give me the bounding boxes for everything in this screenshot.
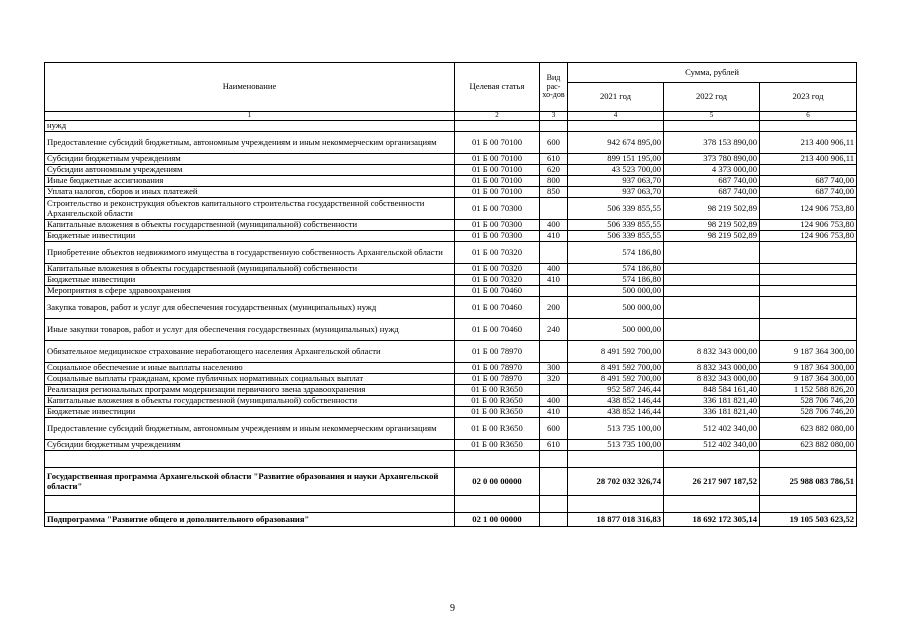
table-row	[45, 275, 857, 286]
row-2022: 373 780 890,00	[664, 154, 760, 165]
row-2021: 506 339 855,55	[568, 231, 664, 242]
row-code: 01 Б 00 70100	[455, 165, 540, 176]
row-2023: 687 740,00	[760, 176, 857, 187]
row-name: Субсидии автономным учреждениям	[45, 165, 455, 176]
row-vid: 610	[540, 440, 568, 451]
row-2023: 687 740,00	[760, 187, 857, 198]
subprogram-name: Подпрограмма "Развитие общего и дополнительного образования"	[45, 513, 455, 527]
row-vid: 320	[540, 374, 568, 385]
row-name: Капитальные вложения в объекты государственной (муниципальной) собственности	[45, 396, 455, 407]
row-2023: 213 400 906,11	[760, 132, 857, 154]
subprogram-row	[45, 513, 857, 527]
table-row	[45, 242, 857, 264]
row-code: 01 Б 00 70320	[455, 264, 540, 275]
program-2023: 25 988 083 786,51	[760, 468, 857, 496]
row-name: Капитальные вложения в объекты государственной (муниципальной) собственности	[45, 264, 455, 275]
row-2021: 952 587 246,44	[568, 385, 664, 396]
header-year-2023: 2023 год	[760, 83, 857, 112]
row-2023	[760, 319, 857, 341]
table-row	[45, 363, 857, 374]
program-vid	[540, 468, 568, 496]
row-name: Обязательное медицинское страхование неработающего населения Архангельской области	[45, 341, 455, 363]
row-2023	[760, 275, 857, 286]
table-row	[45, 121, 857, 132]
row-2022: 4 373 000,00	[664, 165, 760, 176]
row-2021: 937 063,70	[568, 187, 664, 198]
row-2023	[760, 297, 857, 319]
table-row	[45, 154, 857, 165]
row-name: Мероприятия в сфере здравоохранения	[45, 286, 455, 297]
header-index-2: 2	[455, 112, 540, 121]
row-code: 01 Б 00 R3650	[455, 418, 540, 440]
row-code: 01 Б 00 70320	[455, 242, 540, 264]
row-vid: 620	[540, 165, 568, 176]
row-vid: 850	[540, 187, 568, 198]
table-row	[45, 286, 857, 297]
row-2022: 98 219 502,89	[664, 198, 760, 220]
table-row	[45, 385, 857, 396]
header-index-4: 4	[568, 112, 664, 121]
row-2023: 623 882 080,00	[760, 418, 857, 440]
row-code: 01 Б 00 70100	[455, 187, 540, 198]
row-2021	[568, 121, 664, 132]
table-row	[45, 374, 857, 385]
row-2022	[664, 264, 760, 275]
row-2022: 512 402 340,00	[664, 440, 760, 451]
program-2022: 26 217 907 187,52	[664, 468, 760, 496]
row-2021: 506 339 855,55	[568, 198, 664, 220]
header-vid: Вид рас-хо-дов	[540, 63, 568, 112]
row-vid: 240	[540, 319, 568, 341]
row-2022	[664, 319, 760, 341]
row-2022: 8 832 343 000,00	[664, 363, 760, 374]
budget-table-body	[45, 121, 857, 451]
row-vid: 400	[540, 220, 568, 231]
row-2021: 513 735 100,00	[568, 418, 664, 440]
row-2021: 43 523 700,00	[568, 165, 664, 176]
row-name: Бюджетные инвестиции	[45, 407, 455, 418]
row-vid: 600	[540, 132, 568, 154]
row-2023: 213 400 906,11	[760, 154, 857, 165]
row-code: 01 Б 00 70320	[455, 275, 540, 286]
table-row	[45, 418, 857, 440]
row-name: Закупка товаров, работ и услуг для обеспечения государственных (муниципальных) нужд	[45, 297, 455, 319]
row-2021: 500 000,00	[568, 297, 664, 319]
row-code: 01 Б 00 70460	[455, 319, 540, 341]
header-name: Наименование	[45, 63, 455, 112]
row-vid	[540, 385, 568, 396]
table-row	[45, 407, 857, 418]
header-code: Целевая статья	[455, 63, 540, 112]
row-2023: 9 187 364 300,00	[760, 374, 857, 385]
table-row	[45, 187, 857, 198]
row-2023: 124 906 753,80	[760, 220, 857, 231]
row-2023: 9 187 364 300,00	[760, 363, 857, 374]
row-2021: 574 186,80	[568, 242, 664, 264]
row-name: Приобретение объектов недвижимого имущества в государственную собственность Архангельской области	[45, 242, 455, 264]
row-code: 01 Б 00 70460	[455, 297, 540, 319]
row-name: Бюджетные инвестиции	[45, 275, 455, 286]
row-code: 01 Б 00 70300	[455, 198, 540, 220]
row-2021: 500 000,00	[568, 319, 664, 341]
row-2023	[760, 264, 857, 275]
row-2021: 574 186,80	[568, 264, 664, 275]
row-2022	[664, 242, 760, 264]
table-row	[45, 165, 857, 176]
row-2021: 574 186,80	[568, 275, 664, 286]
row-code: 01 Б 00 R3650	[455, 396, 540, 407]
subprogram-2022: 18 692 172 305,14	[664, 513, 760, 527]
row-code: 01 Б 00 78970	[455, 374, 540, 385]
table-row	[45, 440, 857, 451]
row-name: Реализация региональных программ модернизации первичного звена здравоохранения	[45, 385, 455, 396]
row-2023: 124 906 753,80	[760, 198, 857, 220]
row-2022	[664, 297, 760, 319]
row-2022: 336 181 821,40	[664, 407, 760, 418]
row-code	[455, 121, 540, 132]
row-name: Социальное обеспечение и иные выплаты населению	[45, 363, 455, 374]
row-2021: 937 063,70	[568, 176, 664, 187]
row-name: Предоставление субсидий бюджетным, автономным учреждениям и иным некоммерческим организациям	[45, 132, 455, 154]
row-vid: 400	[540, 396, 568, 407]
row-code: 01 Б 00 70300	[455, 220, 540, 231]
row-2023: 1 152 588 826,20	[760, 385, 857, 396]
row-2023	[760, 165, 857, 176]
row-name: Субсидии бюджетным учреждениям	[45, 440, 455, 451]
header-index-5: 5	[664, 112, 760, 121]
row-vid: 610	[540, 154, 568, 165]
row-2021: 438 852 146,44	[568, 407, 664, 418]
row-2022: 512 402 340,00	[664, 418, 760, 440]
row-code: 01 Б 00 70100	[455, 176, 540, 187]
row-2022: 687 740,00	[664, 176, 760, 187]
row-vid: 410	[540, 275, 568, 286]
row-2023	[760, 121, 857, 132]
row-name: Капитальные вложения в объекты государственной (муниципальной) собственности	[45, 220, 455, 231]
row-code: 01 Б 00 R3650	[455, 407, 540, 418]
subprogram-2021: 18 877 018 316,83	[568, 513, 664, 527]
row-2021: 8 491 592 700,00	[568, 341, 664, 363]
row-name: Бюджетные инвестиции	[45, 231, 455, 242]
row-name: Иные бюджетные ассигнования	[45, 176, 455, 187]
row-name: Уплата налогов, сборов и иных платежей	[45, 187, 455, 198]
row-2023	[760, 286, 857, 297]
table-row	[45, 176, 857, 187]
row-name: Социальные выплаты гражданам, кроме публичных нормативных социальных выплат	[45, 374, 455, 385]
table-row	[45, 264, 857, 275]
row-2022: 378 153 890,00	[664, 132, 760, 154]
spacer-row	[45, 451, 857, 468]
row-code: 01 Б 00 70100	[455, 154, 540, 165]
row-2021: 506 339 855,55	[568, 220, 664, 231]
row-name: Субсидии бюджетным учреждениям	[45, 154, 455, 165]
row-2022: 98 219 502,89	[664, 231, 760, 242]
row-2022: 848 584 161,40	[664, 385, 760, 396]
row-2022	[664, 121, 760, 132]
table-row	[45, 231, 857, 242]
row-code: 01 Б 00 70460	[455, 286, 540, 297]
row-vid: 410	[540, 407, 568, 418]
row-vid: 200	[540, 297, 568, 319]
row-vid: 300	[540, 363, 568, 374]
row-vid	[540, 286, 568, 297]
table-row	[45, 132, 857, 154]
row-name: нужд	[45, 121, 455, 132]
program-name: Государственная программа Архангельской области "Развитие образования и науки Архангельской области"	[45, 468, 455, 496]
row-code: 01 Б 00 R3650	[455, 440, 540, 451]
header-index-1: 1	[45, 112, 455, 121]
row-vid	[540, 242, 568, 264]
row-2022: 687 740,00	[664, 187, 760, 198]
row-2022: 8 832 343 000,00	[664, 374, 760, 385]
header-year-2021: 2021 год	[568, 83, 664, 112]
row-2021: 942 674 895,00	[568, 132, 664, 154]
header-index-6: 6	[760, 112, 857, 121]
header-index-3: 3	[540, 112, 568, 121]
subprogram-vid	[540, 513, 568, 527]
table-row	[45, 319, 857, 341]
row-name: Строительство и реконструкция объектов капитального строительства государственной собственности Архангельской области	[45, 198, 455, 220]
row-vid	[540, 341, 568, 363]
budget-table	[44, 62, 857, 527]
program-row	[45, 468, 857, 496]
row-vid: 600	[540, 418, 568, 440]
table-row	[45, 220, 857, 231]
row-vid	[540, 121, 568, 132]
subprogram-code: 02 1 00 00000	[455, 513, 540, 527]
table-row	[45, 297, 857, 319]
row-2021: 8 491 592 700,00	[568, 363, 664, 374]
row-code: 01 Б 00 70300	[455, 231, 540, 242]
row-2023: 623 882 080,00	[760, 440, 857, 451]
row-code: 01 Б 00 R3650	[455, 385, 540, 396]
row-2022	[664, 275, 760, 286]
table-row	[45, 396, 857, 407]
row-2022	[664, 286, 760, 297]
row-2021: 438 852 146,44	[568, 396, 664, 407]
row-vid: 400	[540, 264, 568, 275]
program-2021: 28 702 032 326,74	[568, 468, 664, 496]
row-vid: 410	[540, 231, 568, 242]
row-2022: 336 181 821,40	[664, 396, 760, 407]
spacer-row	[45, 496, 857, 513]
row-2023: 9 187 364 300,00	[760, 341, 857, 363]
row-2021: 500 000,00	[568, 286, 664, 297]
page-number: 9	[450, 603, 455, 614]
row-2023: 124 906 753,80	[760, 231, 857, 242]
row-2022: 8 832 343 000,00	[664, 341, 760, 363]
row-vid	[540, 198, 568, 220]
subprogram-2023: 19 105 503 623,52	[760, 513, 857, 527]
table-row	[45, 198, 857, 220]
row-code: 01 Б 00 78970	[455, 363, 540, 374]
row-2021: 8 491 592 700,00	[568, 374, 664, 385]
row-code: 01 Б 00 70100	[455, 132, 540, 154]
row-name: Иные закупки товаров, работ и услуг для обеспечения государственных (муниципальных) нужд	[45, 319, 455, 341]
row-code: 01 Б 00 78970	[455, 341, 540, 363]
row-2021: 899 151 195,00	[568, 154, 664, 165]
header-year-2022: 2022 год	[664, 83, 760, 112]
header-sum: Сумма, рублей	[568, 63, 857, 83]
row-2023: 528 706 746,20	[760, 396, 857, 407]
program-code: 02 0 00 00000	[455, 468, 540, 496]
row-2022: 98 219 502,89	[664, 220, 760, 231]
row-name: Предоставление субсидий бюджетным, автономным учреждениям и иным некоммерческим организациям	[45, 418, 455, 440]
table-row	[45, 341, 857, 363]
row-2021: 513 735 100,00	[568, 440, 664, 451]
row-vid: 800	[540, 176, 568, 187]
row-2023	[760, 242, 857, 264]
row-2023: 528 706 746,20	[760, 407, 857, 418]
